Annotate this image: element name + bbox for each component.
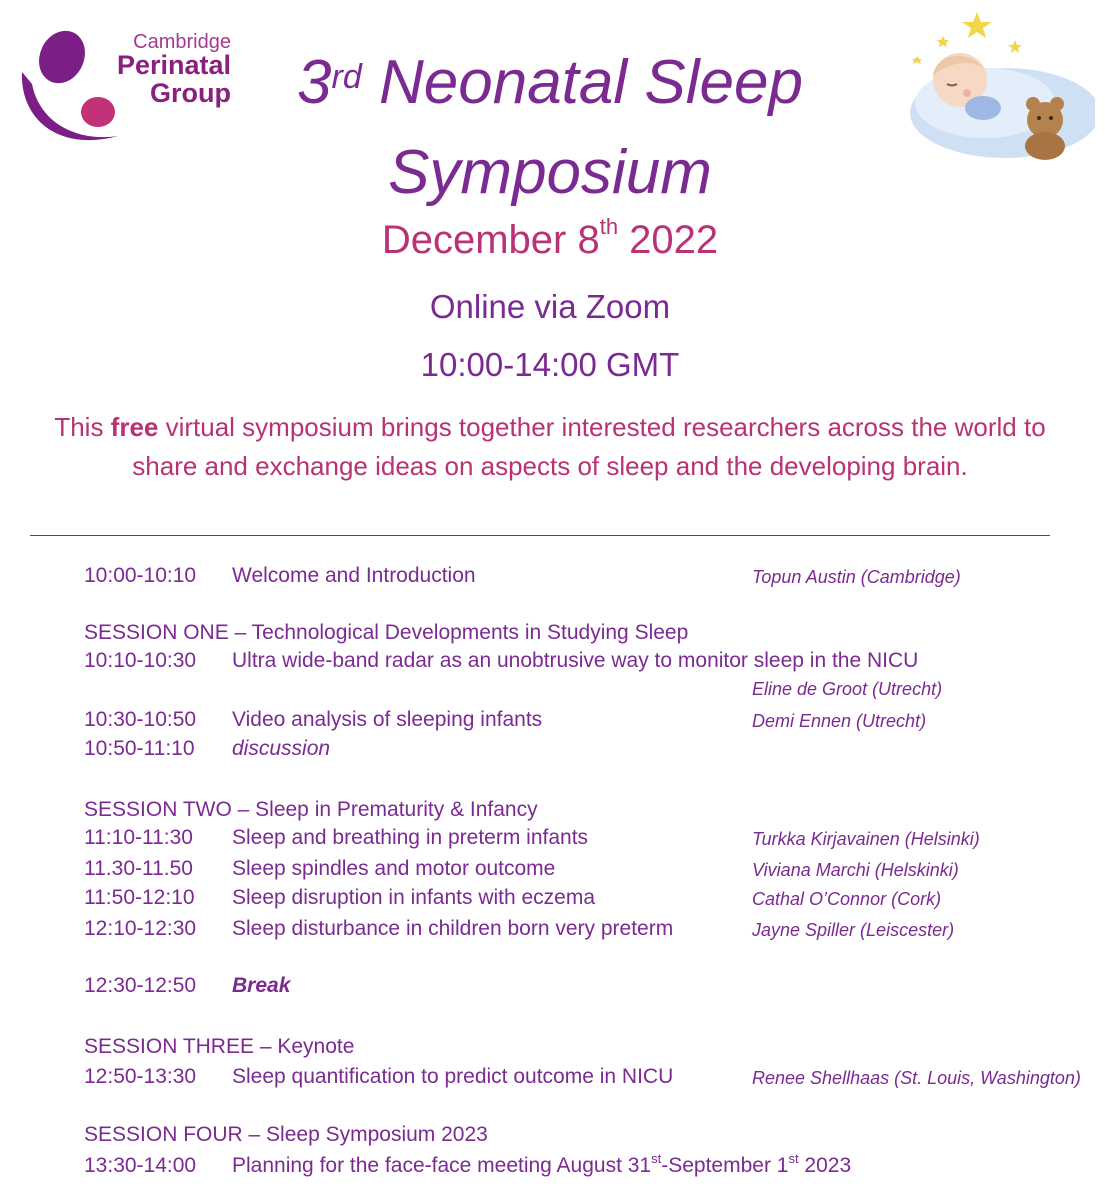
date-day: December 8 [381,218,600,262]
logo-line-2: Perinatal [116,50,231,81]
title-ordinal-number: 3 [297,48,332,117]
agenda-row [84,917,1094,945]
agenda-time: 11:10-11:30 [84,826,193,849]
logo-line-3: Group [150,77,231,108]
description-bold: free [110,412,159,442]
agenda-speaker: Viviana Marchi (Helskinki) [752,860,959,880]
agenda-speaker: Topun Austin (Cambridge) [752,567,961,587]
agenda-time: 12:50-13:30 [84,1065,197,1088]
agenda-row [84,649,1094,677]
agenda-speaker: Demi Ennen (Utrecht) [752,711,927,731]
agenda-time: 12:30-12:50 [84,974,197,997]
agenda-row [84,974,1094,1002]
agenda-title: Sleep spindles and motor outcome [232,857,556,880]
agenda-row [84,857,1094,885]
session-four-heading: SESSION FOUR – Sleep Symposium 2023 [84,1123,488,1146]
star-icon [1008,40,1022,53]
agenda-time: 13:30-14:00 [84,1154,197,1177]
agenda-time: 10:30-10:50 [84,708,197,731]
agenda-time: 11:50-12:10 [84,886,195,909]
title-line-1: Neonatal Sleep [361,48,803,117]
title-ordinal-suffix: rd [331,58,362,96]
agenda-speaker: Jayne Spiller (Leiscester) [752,920,955,940]
agenda-title: Sleep and breathing in preterm infants [232,826,589,849]
agenda-title: Sleep disturbance in children born very preterm [232,917,674,940]
logo-line-1: Cambridge [133,31,231,53]
session-two-heading: SESSION TWO – Sleep in Prematurity & Infancy [84,798,538,821]
title-line-2: Symposium [388,138,712,207]
agenda-title: Sleep quantification to predict outcome in NICU [232,1065,674,1088]
event-description [40,408,1060,486]
agenda-row [84,826,1094,854]
agenda-speaker: Renee Shellhaas (St. Louis, Washington) [752,1068,1081,1088]
agenda-title: Break [232,974,291,997]
agenda-title: Welcome and Introduction [232,564,476,587]
agenda-speaker: Turkka Kirjavainen (Helsinki) [752,829,980,849]
agenda-speaker: Cathal O’Connor (Cork) [752,889,942,909]
agenda-row [84,676,1094,704]
agenda-speaker: Eline de Groot (Utrecht) [752,679,943,699]
agenda-title: Video analysis of sleeping infants [232,708,543,731]
agenda-time: 12:10-12:30 [84,917,197,940]
date-day-suffix: th [599,214,619,239]
agenda-title: Sleep disruption in infants with eczema [232,886,596,909]
description-post: virtual symposium brings together interested researchers across the world to share and exchange ideas on aspects of sleep and the developing brain. [132,412,1046,481]
agenda-title-part: -September 1 [661,1154,789,1177]
sleeping-baby-illustration [905,8,1095,168]
event-date [200,214,900,263]
session-one-heading: SESSION ONE – Technological Developments in Studying Sleep [84,621,689,644]
event-title [180,38,920,218]
agenda-row [84,1151,1094,1182]
agenda-row [84,886,1094,914]
agenda-time: 11.30-11.50 [84,857,193,880]
agenda-time: 10:10-10:30 [84,649,197,672]
star-icon [962,12,992,38]
agenda-title: discussion [232,737,331,760]
agenda-time: 10:00-10:10 [84,564,197,587]
agenda-row [84,708,1094,736]
agenda-title-part: Planning for the face-face meeting August 31 [232,1154,652,1177]
agenda-title-part: 2023 [798,1154,852,1177]
date-year: 2022 [618,218,719,262]
agenda-row [84,564,1094,592]
agenda-row [84,1065,1094,1093]
session-three-heading: SESSION THREE – Keynote [84,1035,355,1058]
agenda-title [232,1151,852,1178]
agenda-row [84,737,1094,765]
event-venue: Online via Zoom [429,288,671,325]
agenda-title-sup: st [651,1151,662,1166]
event-time: 10:00-14:00 GMT [420,346,680,383]
agenda-title-sup: st [788,1151,799,1166]
agenda-time: 10:50-11:10 [84,737,195,760]
description-pre: This [54,412,111,442]
agenda-title: Ultra wide-band radar as an unobtrusive way to monitor sleep in the NICU [232,649,919,672]
divider [30,535,1050,536]
star-icon [937,36,949,47]
